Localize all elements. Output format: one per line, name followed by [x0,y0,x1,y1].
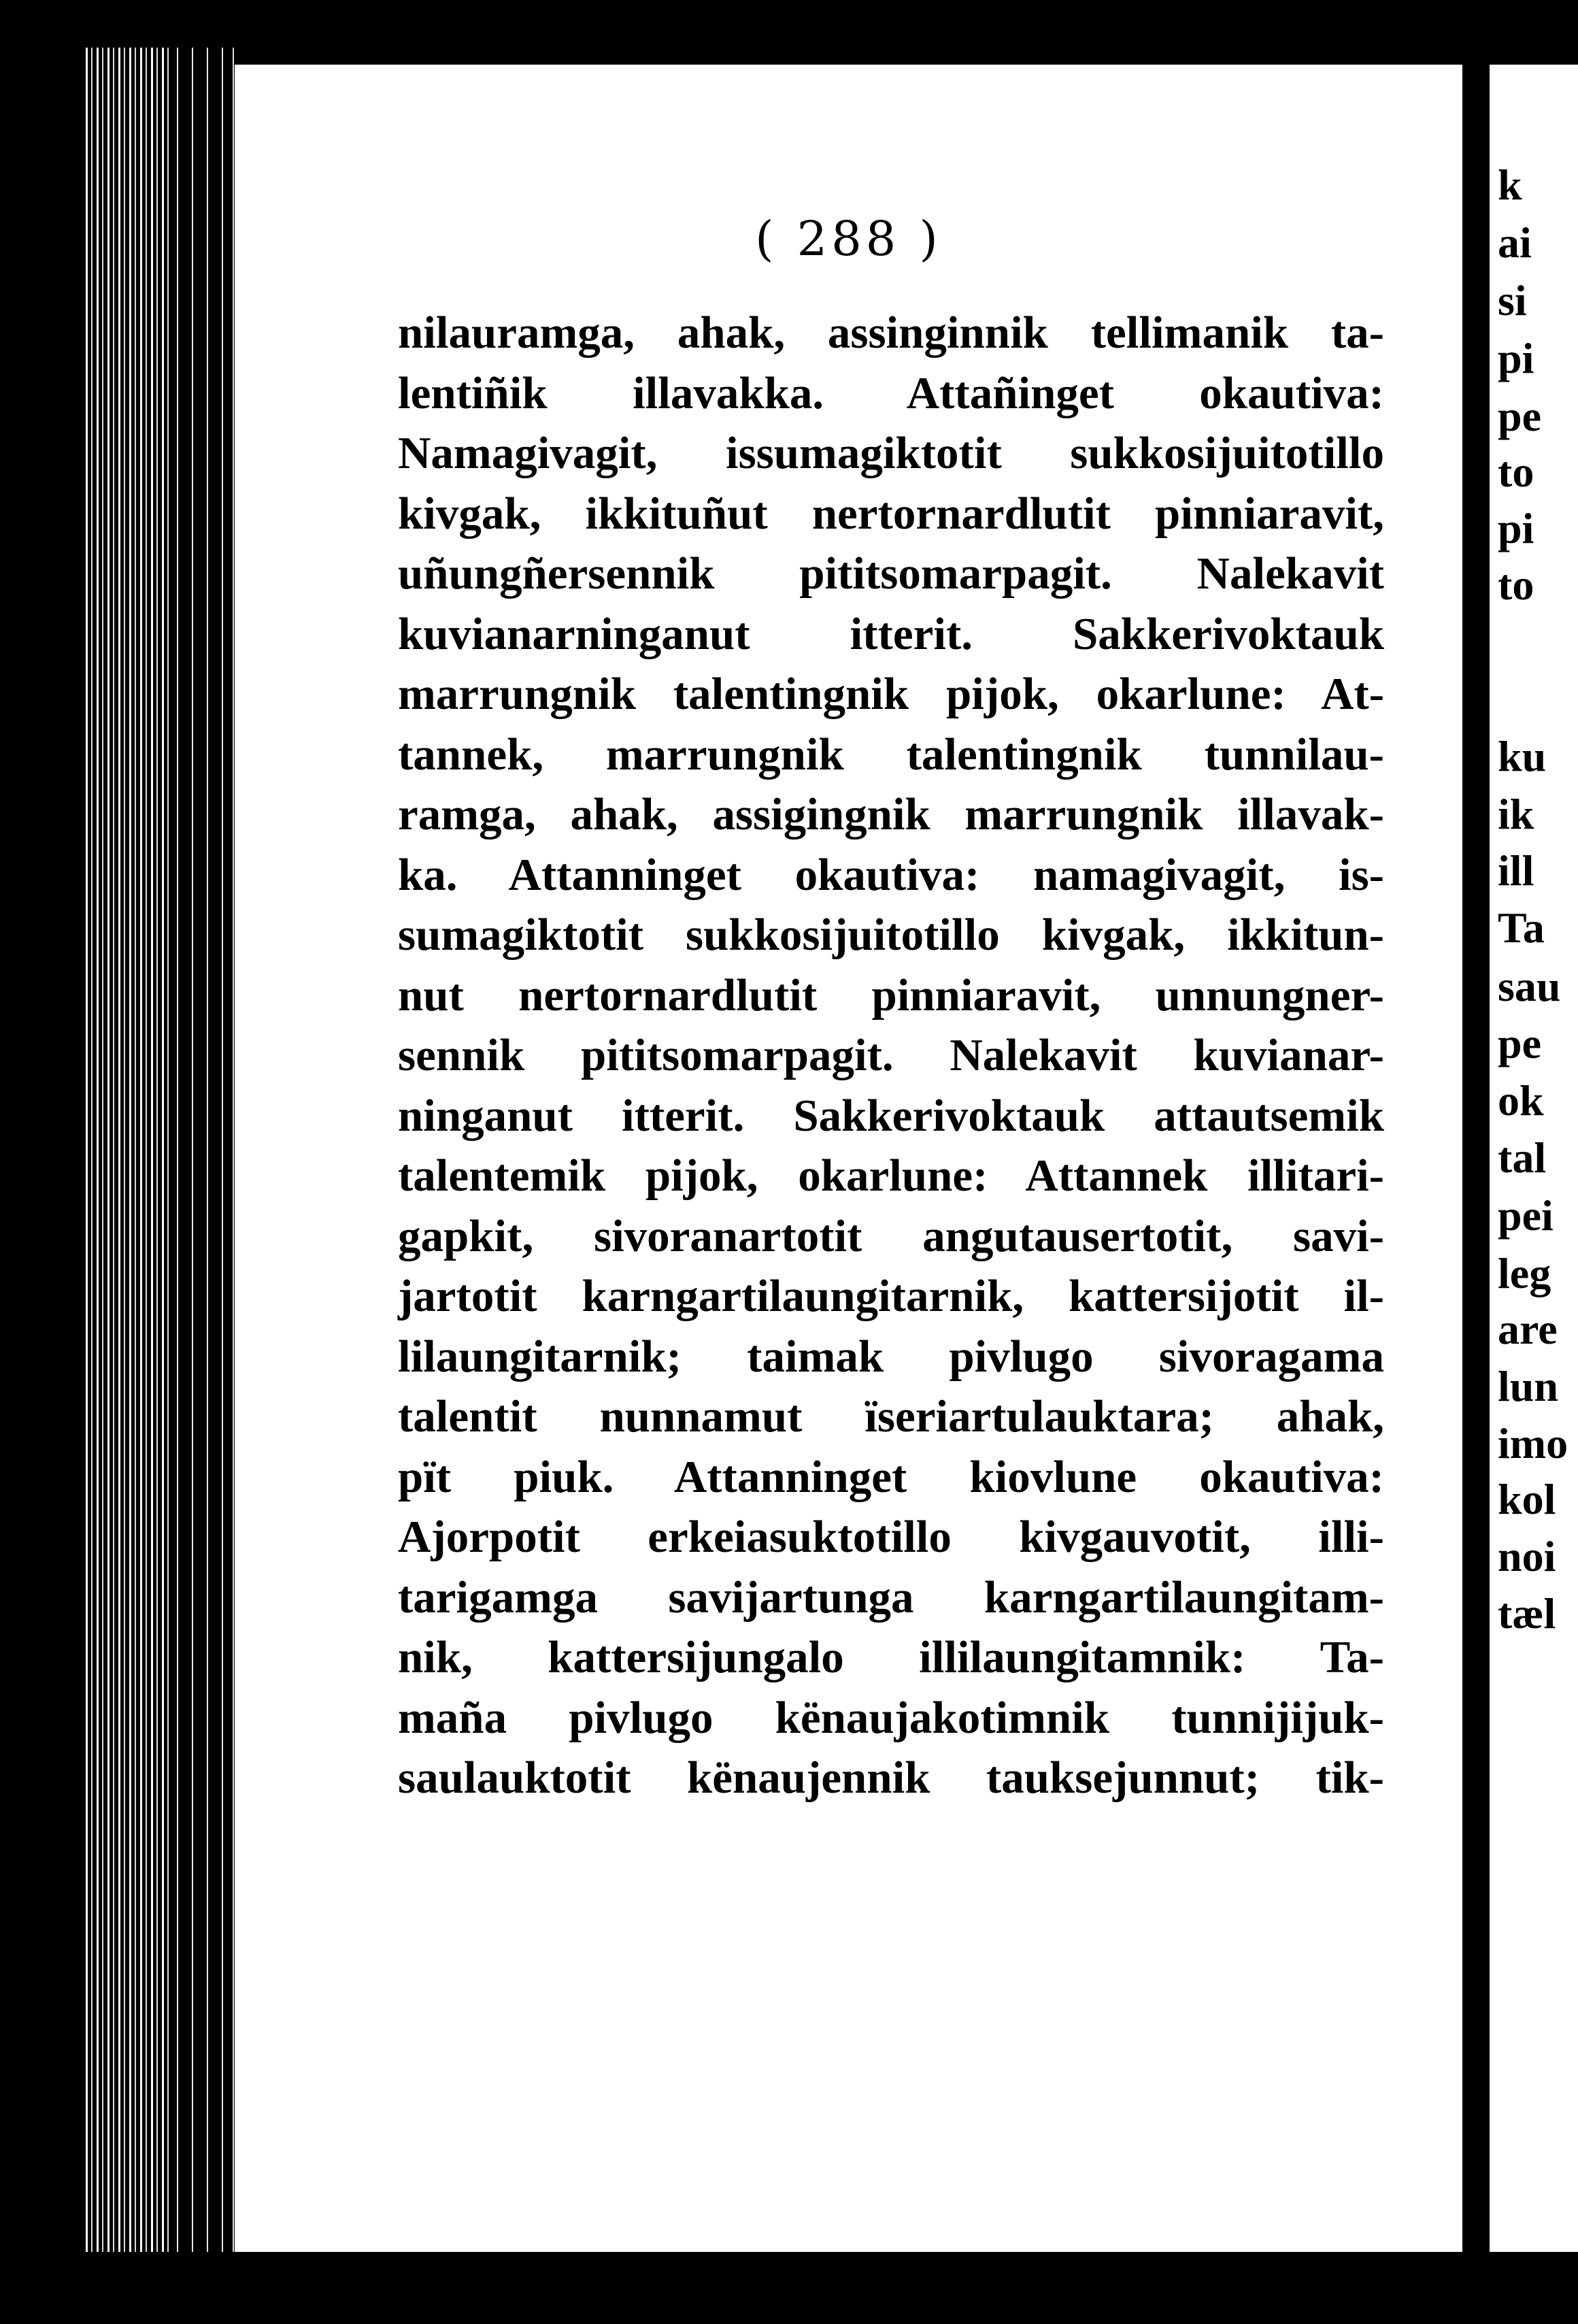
text-line: kivgak, ikkituñut nertornardlutit pinniaravit, [398,488,1384,539]
next-page-text-fragment: tal [1498,1133,1547,1182]
next-page-text-fragment: to [1498,561,1534,609]
text-line: sumagiktotit sukkosijuitotillo kivgak, ikkitun- [398,910,1384,960]
text-line: jartotit karngartilaungitarnik, kattersijotit il- [398,1271,1384,1321]
text-line: tarigamga savijartunga karngartilaungitam- [398,1572,1384,1623]
text-line: ramga, ahak, assigingnik marrungnik illavak- [398,789,1384,840]
scan-left-border [0,0,82,2324]
next-page-text-fragment: imo [1498,1419,1568,1467]
next-page-text-fragment: si [1498,276,1527,325]
text-line: saulauktotit kënaujennik tauksejunnut; tik- [398,1753,1384,1803]
text-line: pït piuk. Attanninget kiovlune okautiva: [398,1451,1384,1502]
next-page-text-fragment: pi [1498,504,1534,552]
text-line: lentiñik illavakka. Attañinget okautiva: [398,367,1384,418]
text-line: sennik pititsomarpagit. Nalekavit kuvianar- [398,1030,1384,1080]
book-page [235,65,1462,2252]
text-line: tannek, marrungnik talentingnik tunnilau- [398,729,1384,780]
text-line: marrungnik talentingnik pijok, okarlune: At- [398,669,1384,719]
page-number: ( 288 ) [755,211,942,267]
text-line: Namagivagit, issumagiktotit sukkosijuitotillo [398,428,1384,478]
text-line: Ajorpotit erkeiasuktotillo kivgauvotit, illi- [398,1512,1384,1562]
text-line: uñungñersennik pititsomarpagit. Nalekavit [398,548,1384,599]
next-page-text-fragment: ill [1498,846,1534,895]
text-line: talentemik pijok, okarlune: Attannek illitari- [398,1150,1384,1201]
book-page-edges-inner [170,48,231,2259]
text-line: lilaungitarnik; taimak pivlugo sivoragama [398,1331,1384,1382]
text-line: maña pivlugo kënaujakotimnik tunnijijuk- [398,1692,1384,1743]
text-line: nut nertornardlutit pinniaravit, unnungner- [398,969,1384,1020]
next-page-text-fragment: ik [1498,790,1534,838]
text-line: nilauramga, ahak, assinginnik tellimanik ta- [398,308,1384,358]
next-page-text-fragment: kol [1498,1475,1556,1523]
next-page-text-fragment: ok [1498,1076,1544,1125]
next-page-fragment [1490,65,1578,2252]
next-page-text-fragment: Ta [1498,903,1545,952]
next-page-text-fragment: to [1498,448,1534,496]
text-line: gapkit, sivoranartotit angutausertotit, savi- [398,1210,1384,1261]
next-page-text-fragment: leg [1498,1249,1551,1297]
next-page-text-fragment: pei [1498,1191,1554,1240]
next-page-text-fragment: pe [1498,392,1541,440]
scan-bottom-border [0,2252,1578,2324]
next-page-text-fragment: pe [1498,1019,1541,1067]
text-line: ka. Attanninget okautiva: namagivagit, is- [398,849,1384,900]
next-page-text-fragment: ku [1498,732,1547,780]
next-page-text-fragment: ai [1498,218,1532,267]
text-line: talentit nunnamut ïseriartulauktara; ahak, [398,1391,1384,1442]
body-text [398,303,1384,1808]
next-page-text-fragment: are [1498,1305,1558,1353]
text-line: kuvianarninganut itterit. Sakkerivoktauk [398,608,1384,659]
next-page-text-fragment: pi [1498,334,1534,382]
text-line: nik, kattersijungalo illilaungitamnik: Ta- [398,1632,1384,1682]
next-page-text-fragment: sau [1498,962,1561,1010]
next-page-text-fragment: lun [1498,1362,1558,1410]
next-page-text-fragment: noi [1498,1532,1556,1580]
next-page-text-fragment: tæl [1498,1589,1556,1638]
book-gutter [1462,0,1490,2324]
next-page-text-fragment: k [1498,161,1522,209]
text-line: ninganut itterit. Sakkerivoktauk attautsemik [398,1090,1384,1141]
